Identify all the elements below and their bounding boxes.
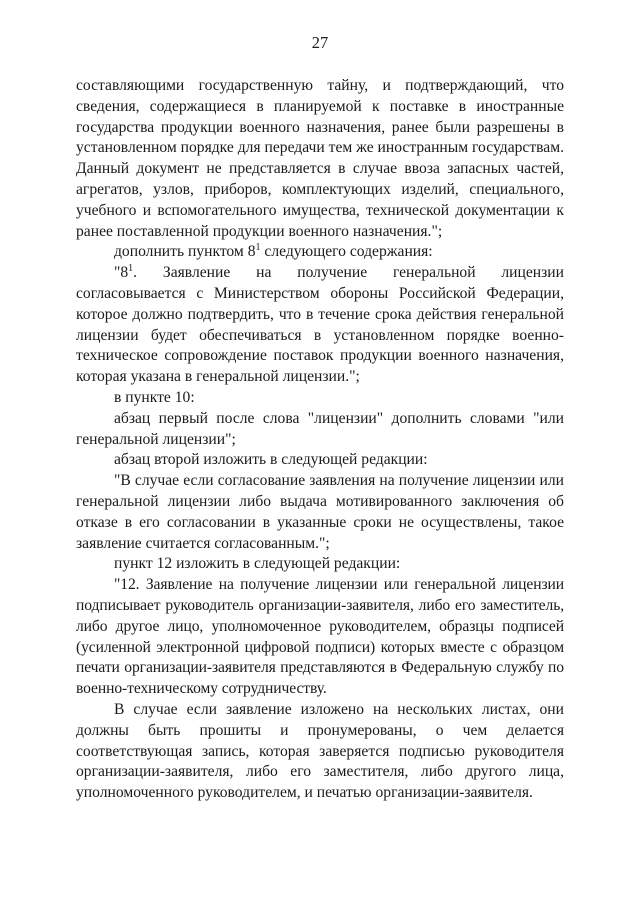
paragraph-text: следующего содержания: <box>260 243 433 261</box>
paragraph: составляющими государственную тайну, и подтверждающий, что сведения, содержащиеся в планируемой к поставке в иностранные государства продукции военного назначения, ранее были разрешены в установленном порядке для передачи тем же иностранным государствам. Данный документ не представляется в случае ввоза запасных частей, агрегатов, узлов, приборов, комплектующих изделий, специального, учебного и вспомогательного имущества, технической документации к ранее поставленной продукции военного назначения."; <box>76 77 564 240</box>
superscript: 1 <box>255 242 261 254</box>
paragraph: "12. Заявление на получение лицензии или генеральной лицензии подписывает руководитель организации-заявителя, либо его заместитель, либо другое лицо, уполномоченное руководителем, образцы подписей (усиленной электронной цифровой подписи) которых вместе с образцом печати организации-заявителя представляются в Федеральную службу по военно-техническому сотрудничеству. <box>76 576 564 698</box>
paragraph-text: . Заявление на получение генеральной лицензии согласовывается с Министерством обороны Российской Федерации, которое должно подтвердить, что в течение срока действия генеральной лицензии будет обеспечиваться в установленном порядке военно-техническое сопровождение поставок продукции военного назначения, которая указана в генеральной лицензии."; <box>76 264 564 386</box>
paragraph: пункт 12 изложить в следующей редакции: <box>114 555 401 573</box>
paragraph: В случае если заявление изложено на нескольких листах, они должны быть прошиты и пронумерованы, о чем делается соответствующая запись, которая заверяется подписью руководителя организации-заявителя, либо его заместителя, либо другого лица, уполномоченного руководителем, и печатью организации-заявителя. <box>76 700 564 802</box>
paragraph: абзац второй изложить в следующей редакции: <box>114 451 428 469</box>
paragraph <box>76 242 564 263</box>
paragraph-text: "8 <box>114 264 129 282</box>
paragraph: в пункте 10: <box>114 388 195 406</box>
paragraph: "В случае если согласование заявления на получение лицензии или генеральной лицензии либо выдача мотивированного заключения об отказе в его согласовании в указанные сроки не осуществлены, такое заявление считается согласованным."; <box>76 472 564 552</box>
paragraph: абзац первый после слова "лицензии" дополнить словами "или генеральной лицензии"; <box>76 409 564 448</box>
superscript: 1 <box>128 262 134 274</box>
document-body <box>76 76 564 804</box>
paragraph-text: дополнить пунктом 8 <box>114 243 256 261</box>
page-number: 27 <box>311 33 329 52</box>
paragraph <box>76 263 564 388</box>
